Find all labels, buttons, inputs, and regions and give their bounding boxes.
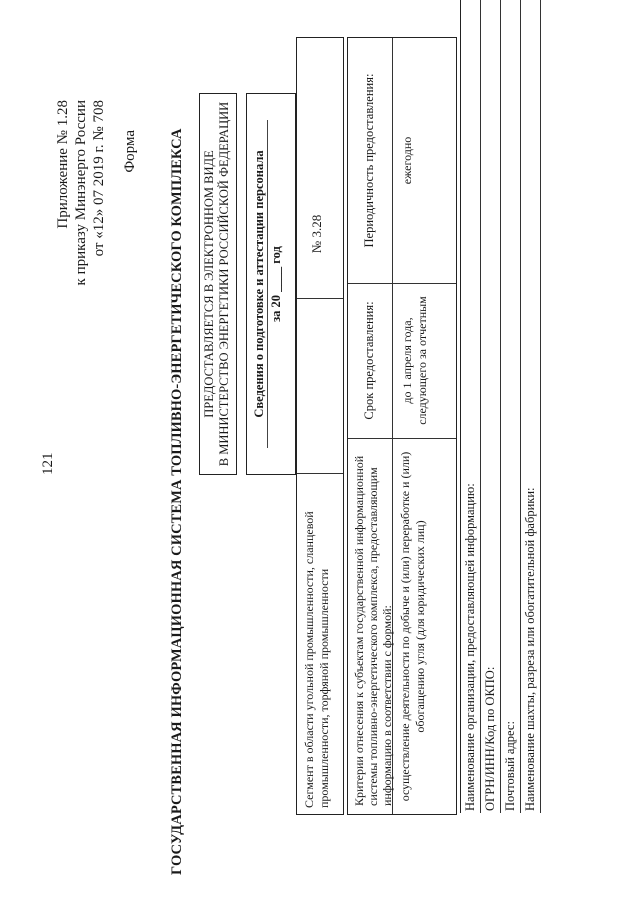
appendix-line-1: Приложение № 1.28 (55, 100, 71, 229)
ogrn-label: ОГРН/ИНН/Код по ОКПО: (483, 666, 497, 811)
form-number: № 3.28 (309, 214, 324, 254)
criteria-table (347, 37, 457, 815)
report-period: за 20 ____ год (269, 246, 283, 322)
criteria-header: Критерии отнесения к субъектам государственной информационной системы топливно-энергетического комплекса, предоставляющим информацию в соответствии с формой: (352, 455, 394, 806)
frequency-value: ежегодно (400, 136, 414, 185)
ogrn-field[interactable] (481, 0, 501, 813)
report-title: Сведения о подготовке и аттестации персонала (251, 120, 268, 447)
page-number: 121 (40, 452, 56, 475)
frequency-column (348, 38, 456, 284)
form-label: Форма (122, 130, 138, 173)
deadline-value: до 1 апреля года, следующего за отчетным (400, 296, 429, 425)
criteria-body: осуществление деятельности по добыче и (или) переработке и (или) обогащению угля (для юридических лиц) (398, 451, 427, 802)
submission-line-2: В МИНИСТЕРСТВО ЭНЕРГЕТИКИ РОССИЙСКОЙ ФЕДЕРАЦИИ (217, 101, 231, 467)
deadline-header: Срок предоставления: (362, 301, 376, 420)
facility-name-field[interactable] (521, 0, 541, 813)
submission-line-1: ПРЕДОСТАВЛЯЕТСЯ В ЭЛЕКТРОННОМ ВИДЕ (202, 150, 216, 418)
org-name-field[interactable] (460, 0, 481, 813)
postal-address-label: Почтовый адрес: (503, 721, 517, 811)
appendix-line-2: к приказу Минэнерго России (73, 100, 89, 286)
deadline-column (348, 283, 456, 439)
segment-row (296, 37, 344, 815)
segment-divider (297, 298, 343, 299)
organization-fields (460, 0, 541, 813)
document-title: ГОСУДАРСТВЕННАЯ ИНФОРМАЦИОННАЯ СИСТЕМА ТОПЛИВНО-ЭНЕРГЕТИЧЕСКОГО КОМПЛЕКСА (169, 128, 185, 875)
report-title-box (246, 93, 296, 475)
frequency-header: Периодичность предоставления: (362, 73, 376, 248)
org-name-label: Наименование организации, предоставляющей информацию: (463, 483, 477, 811)
facility-name-label: Наименование шахты, разреза или обогатительной фабрики: (523, 487, 537, 811)
segment-label: Сегмент в области угольной промышленности, сланцевой промышленности, торфяной промышленности (302, 511, 331, 808)
criteria-column (348, 439, 456, 814)
submission-notice-box (199, 93, 237, 475)
appendix-line-3: от «12» 07 2019 г. № 708 (91, 100, 107, 257)
appendix-reference (54, 100, 108, 285)
segment-divider (297, 473, 343, 474)
postal-address-field[interactable] (501, 0, 521, 813)
